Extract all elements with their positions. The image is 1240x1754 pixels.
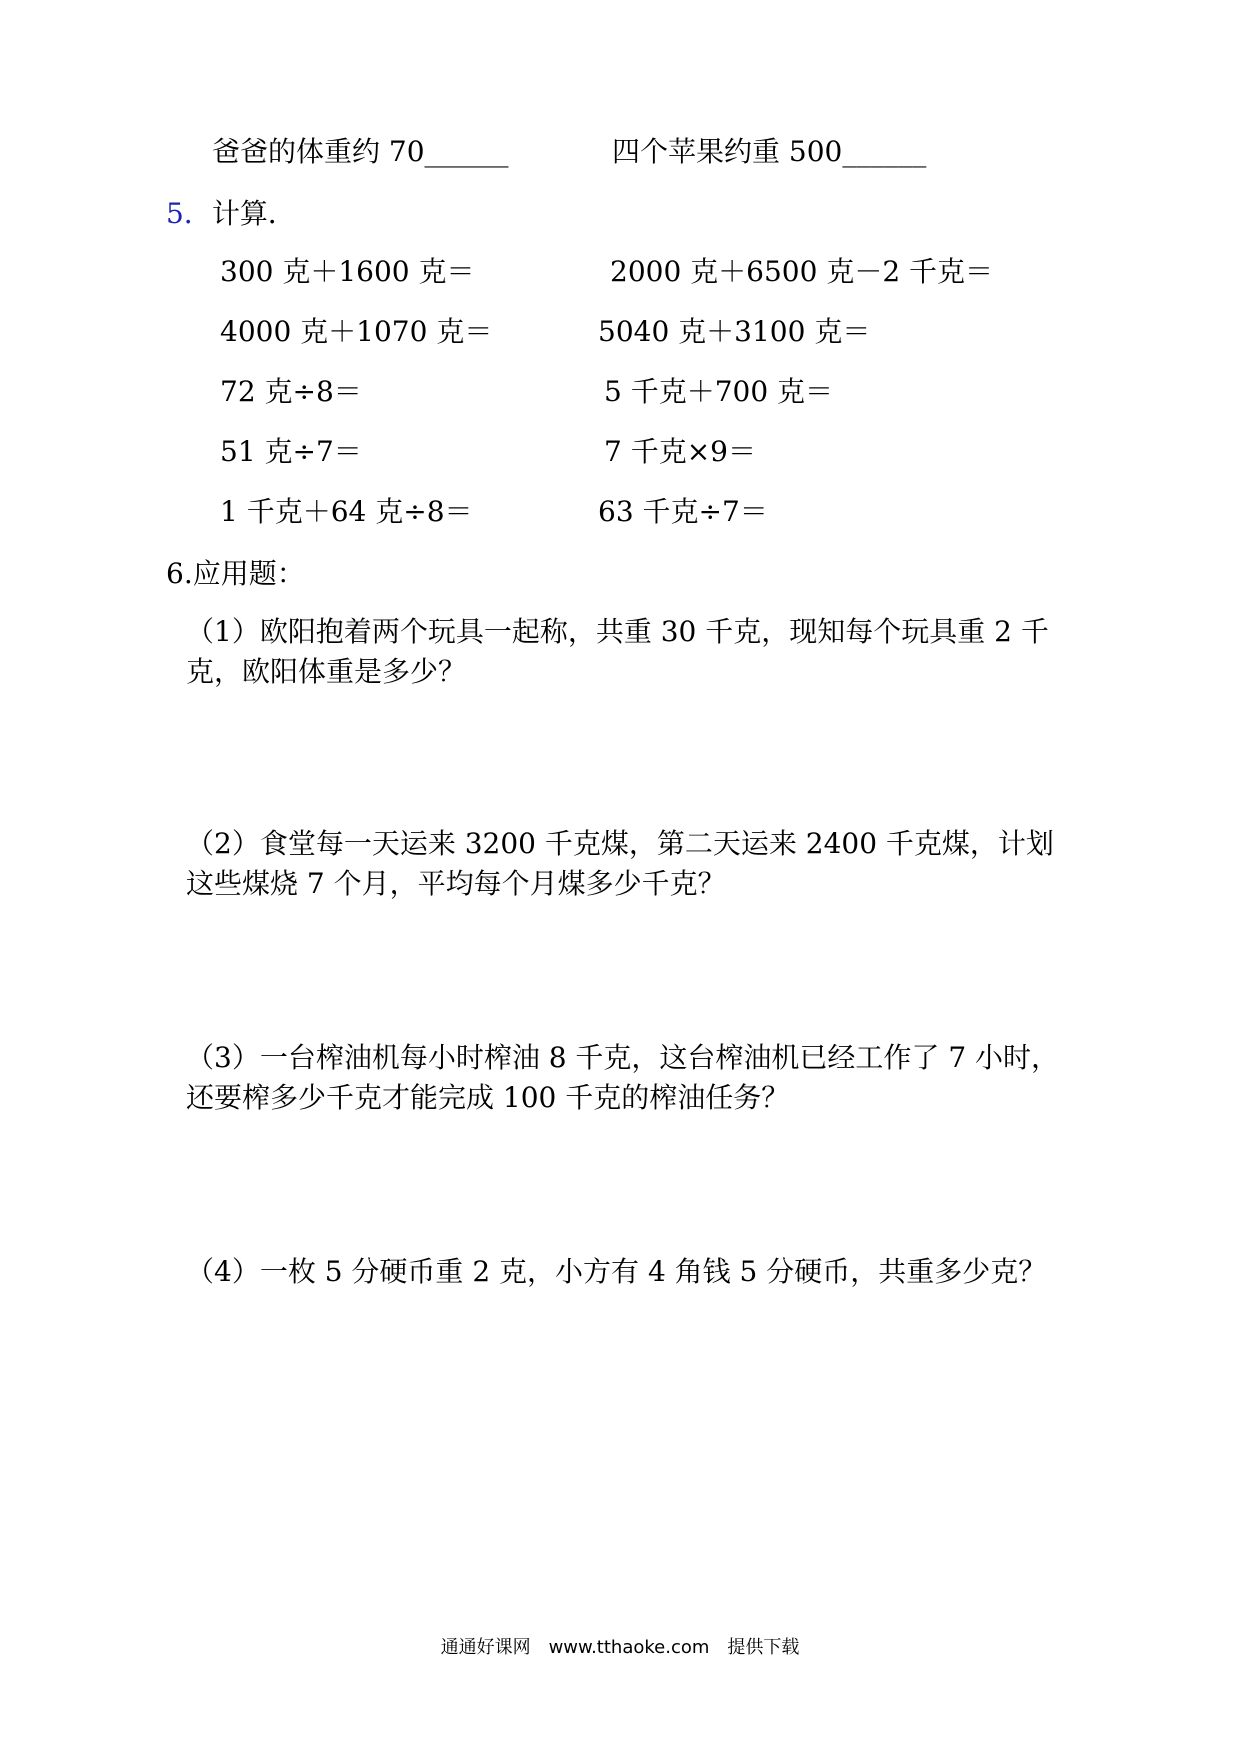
calc-left: 4000 克＋1070 克＝: [220, 315, 493, 348]
section5-heading: [166, 194, 296, 234]
estimate-right: 四个苹果约重 500______: [612, 135, 927, 168]
question-2: （2）食堂每一天运来 3200 千克煤，第二天运来 2400 千克煤，计划这些煤烧 7 个月，平均每个月煤多少千克？: [186, 827, 1054, 900]
calc-right: 5040 克＋3100 克＝: [598, 315, 871, 348]
question-3: （3）一台榨油机每小时榨油 8 千克，这台榨油机已经工作了 7 小时，还要榨多少千克才能完成 100 千克的榨油任务？: [186, 1041, 1060, 1114]
question-4: （4）一枚 5 分硬币重 2 克，小方有 4 角钱 5 分硬币，共重多少克？: [186, 1255, 1047, 1288]
calc-right: 7 千克×9＝: [604, 435, 756, 468]
calc-left: 72 克÷8＝: [220, 375, 362, 408]
calc-left: 51 克÷7＝: [220, 435, 362, 468]
section6-title: 6.应用题：: [166, 557, 305, 590]
calc-left: 300 克＋1600 克＝: [220, 255, 475, 288]
page-footer: 通通好课网 www.tthaoke.com 提供下载: [440, 1637, 800, 1658]
section5-title: 计算．: [211, 197, 296, 230]
calc-right: 2000 克＋6500 克－2 千克＝: [610, 255, 994, 288]
calc-right: 5 千克＋700 克＝: [604, 375, 834, 408]
calc-right: 63 千克÷7＝: [598, 495, 768, 528]
estimate-left: 爸爸的体重约 70______: [212, 135, 509, 168]
section5-number: 5．: [166, 197, 212, 230]
calc-left: 1 千克＋64 克÷8＝: [220, 495, 473, 528]
question-1: （1）欧阳抱着两个玩具一起称，共重 30 千克，现知每个玩具重 2 千克，欧阳体重是多少？: [186, 615, 1049, 688]
